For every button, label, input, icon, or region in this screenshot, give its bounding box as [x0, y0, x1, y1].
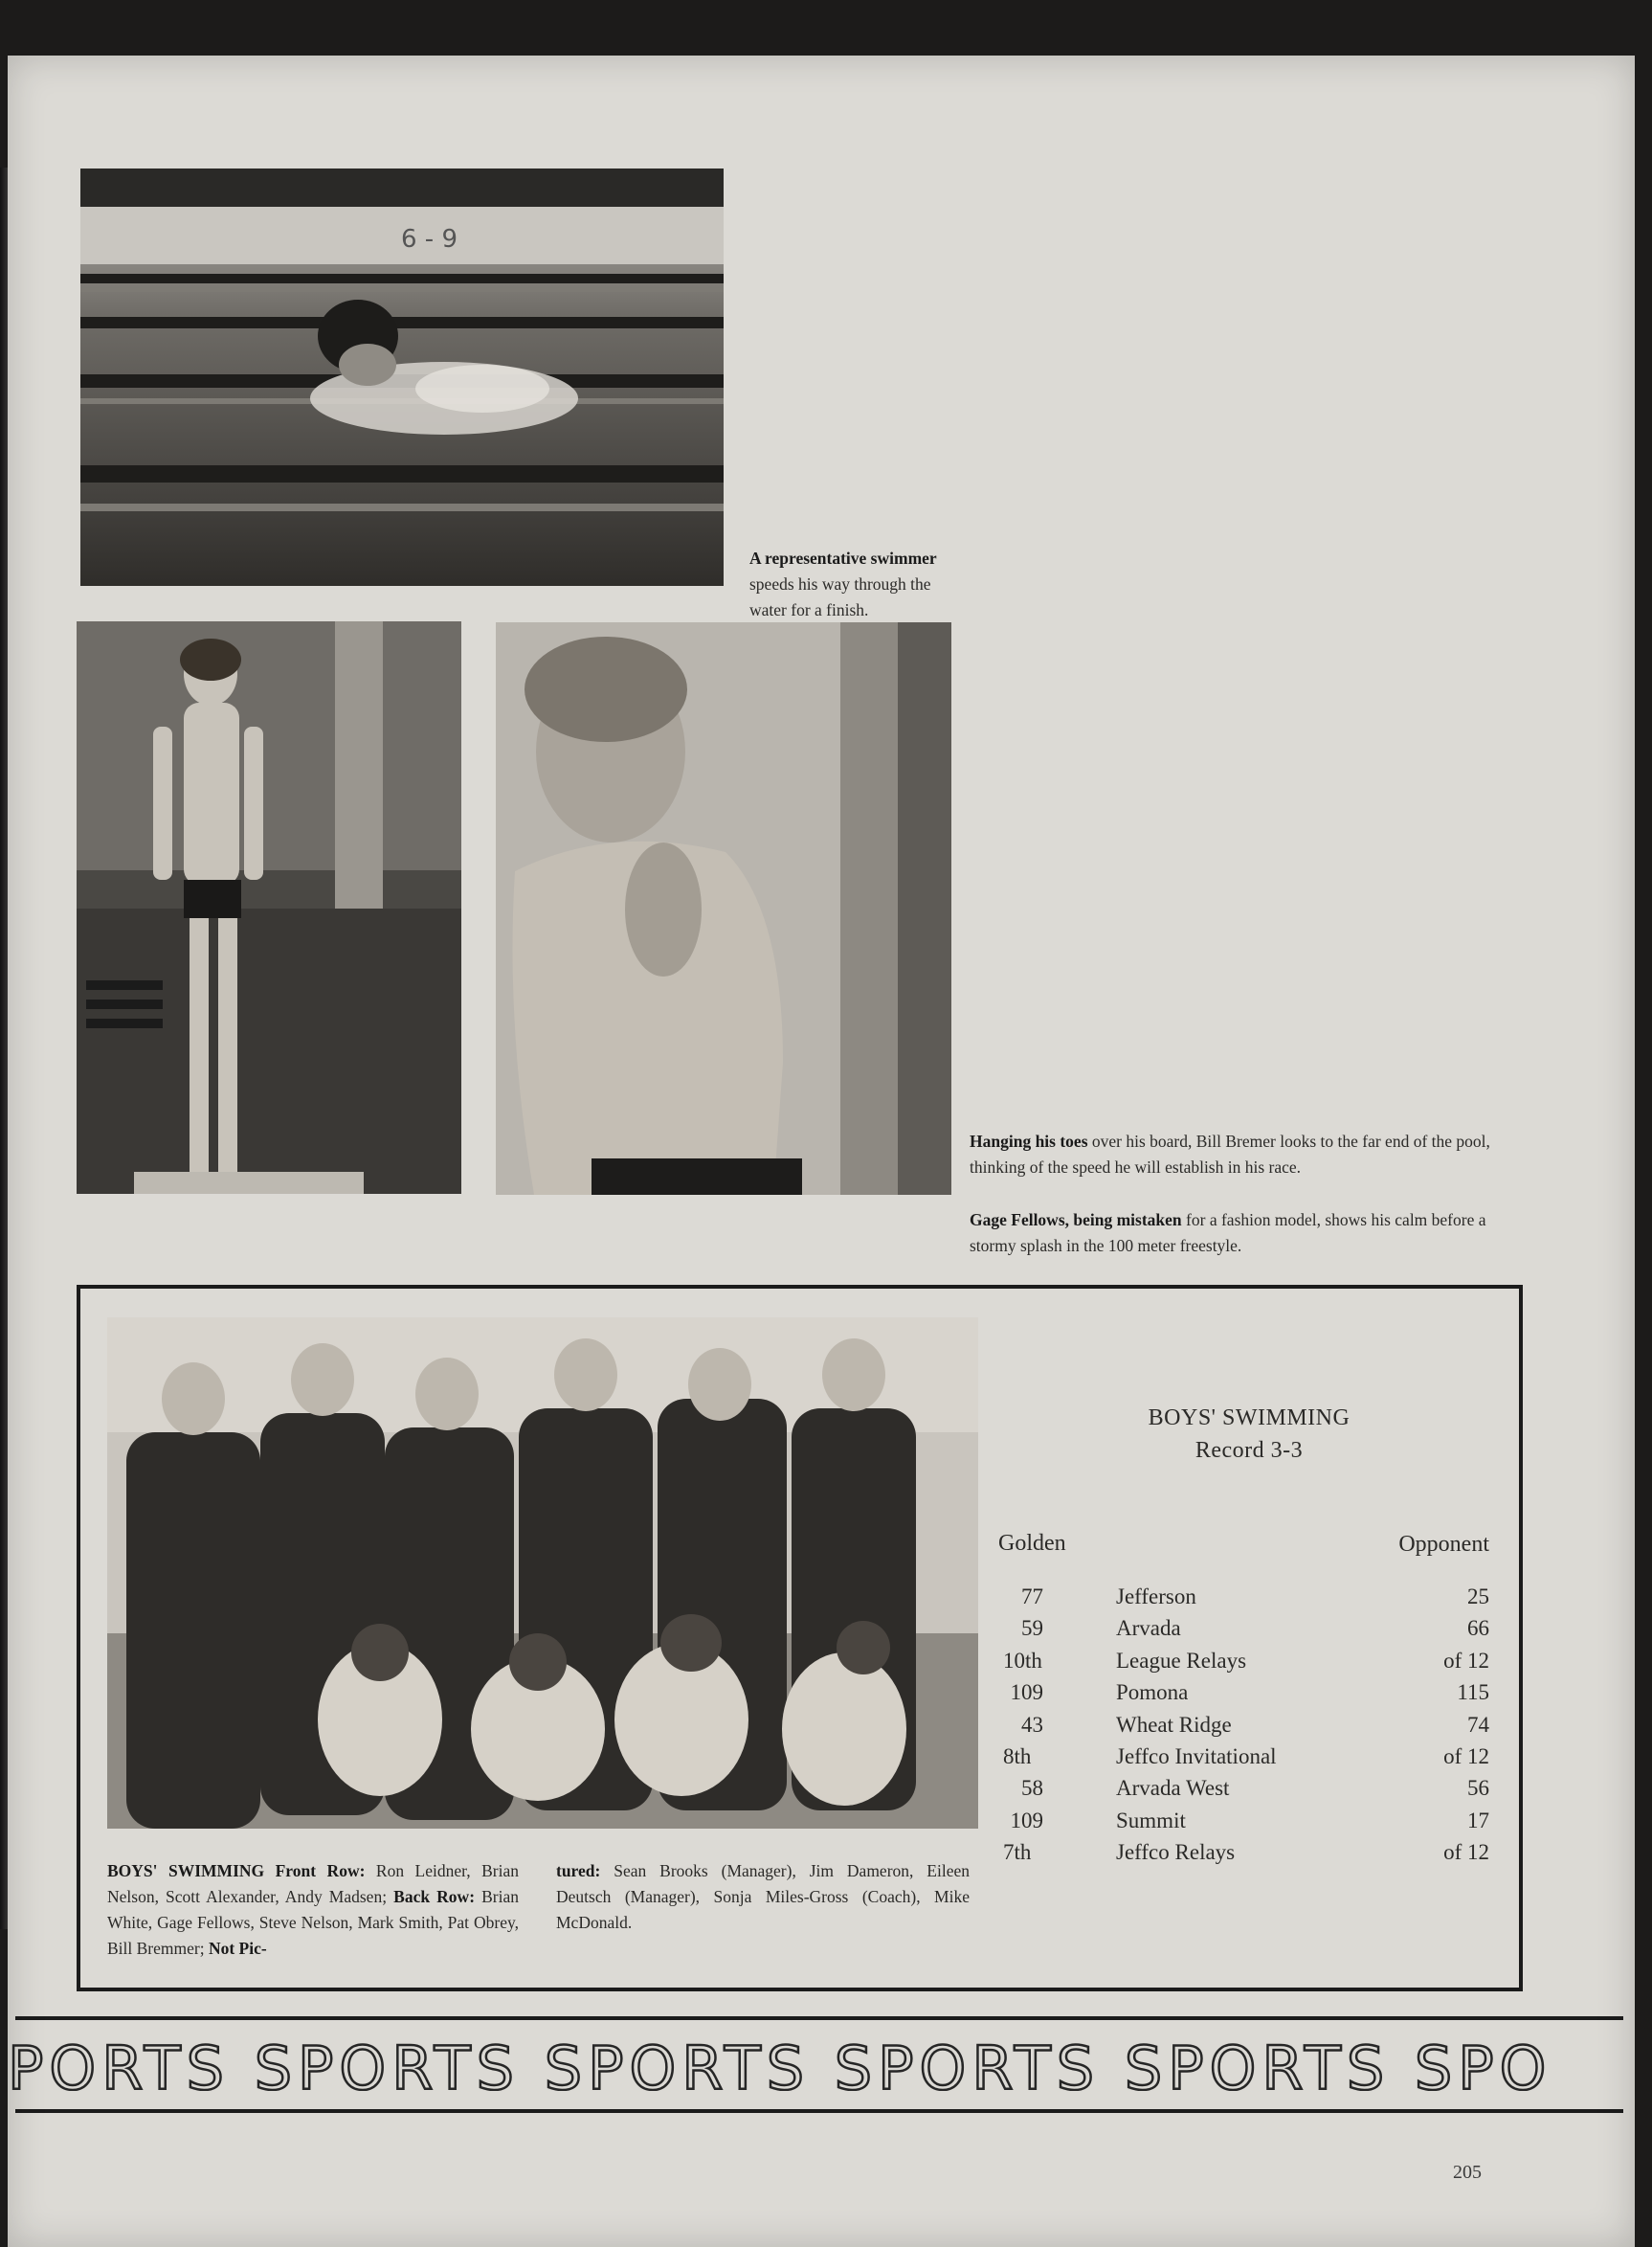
- yearbook-page: [8, 56, 1635, 2247]
- record-opponent-team: Wheat Ridge: [1116, 1712, 1232, 1737]
- record-opponent-team: Jefferson: [1116, 1584, 1196, 1608]
- record-opponent-score: 25: [1467, 1584, 1489, 1608]
- record-subtitle: Record 3-3: [1194, 1438, 1304, 1463]
- record-golden-score: 77: [1021, 1584, 1043, 1608]
- gage-fellows-portrait-photo: [496, 622, 951, 1195]
- record-opponent-score: 115: [1457, 1680, 1489, 1705]
- record-opponent-team: Arvada: [1116, 1616, 1181, 1641]
- swimmer-photo: [80, 169, 724, 586]
- record-opponent-score: 17: [1467, 1808, 1489, 1832]
- banner-bottom-rule: [15, 2109, 1623, 2113]
- record-opponent-score: of 12: [1443, 1744, 1489, 1768]
- record-opponent-team: Pomona: [1116, 1680, 1189, 1705]
- record-opponent-score: 56: [1467, 1776, 1489, 1801]
- record-opponent-score: of 12: [1443, 1648, 1489, 1673]
- record-row: [1003, 1616, 1489, 1649]
- record-opponent-header: Opponent: [1398, 1532, 1489, 1557]
- record-opponent-team: Jeffco Invitational: [1116, 1744, 1277, 1768]
- record-row: [1003, 1649, 1489, 1681]
- record-golden-score: 58: [1021, 1776, 1043, 1801]
- record-row: [1003, 1809, 1489, 1841]
- record-opponent-team: Jeffco Relays: [1116, 1840, 1236, 1865]
- record-opponent-team: League Relays: [1116, 1648, 1247, 1673]
- record-golden-score: 109: [1010, 1680, 1043, 1705]
- team-caption-col1: BOYS' SWIMMING Front Row: Ron Leidner, Brian Nelson, Scott Alexander, Andy Madsen; Back Row: Brian White, Gage Fellows, Steve Nelson, Mark Smith, Pat Obrey, Bill Bremmer; Not Pic-: [107, 1861, 520, 1958]
- record-golden-header: Golden: [998, 1531, 1066, 1556]
- team-caption-col2: tured: Sean Brooks (Manager), Jim Dameron, Eileen Deutsch (Manager), Sonja Miles-Gross (Coach), Mike McDonald.: [556, 1861, 970, 1932]
- record-golden-score: 7th: [1003, 1840, 1032, 1865]
- record-row: [1003, 1840, 1489, 1873]
- record-title: BOYS' SWIMMING: [1148, 1405, 1351, 1430]
- record-golden-score: 10th: [1003, 1648, 1042, 1673]
- record-opponent-team: Arvada West: [1116, 1776, 1230, 1801]
- record-golden-score: 43: [1021, 1712, 1043, 1737]
- record-opponent-score: 66: [1467, 1616, 1489, 1641]
- banner-top-rule: [15, 2016, 1623, 2020]
- record-row: [1003, 1713, 1489, 1745]
- record-opponent-score: of 12: [1443, 1840, 1489, 1865]
- record-golden-score: 59: [1021, 1616, 1043, 1641]
- record-row: [1003, 1776, 1489, 1809]
- record-row: [1003, 1744, 1489, 1777]
- record-row: [1003, 1584, 1489, 1617]
- swimmer-on-block-photo: [77, 621, 461, 1194]
- gage-caption: Gage Fellows, being mistaken for a fashion model, shows his calm before a stormy splash in the 100 meter freestyle.: [970, 1210, 1486, 1255]
- page-number: 205: [1453, 2162, 1482, 2183]
- svg-text:6 - 9: 6 - 9: [401, 225, 458, 254]
- record-row: [1003, 1680, 1489, 1713]
- record-golden-score: 109: [1010, 1808, 1043, 1832]
- record-golden-score: 8th: [1003, 1744, 1032, 1768]
- swimmer-caption: A representative swimmer speeds his way through the water for a finish.: [749, 549, 937, 619]
- record-opponent-team: Summit: [1116, 1808, 1186, 1832]
- hanging-caption: Hanging his toes over his board, Bill Bremer looks to the far end of the pool, thinking of the speed he will establish in his race.: [970, 1132, 1490, 1177]
- team-photo: [107, 1317, 978, 1829]
- sports-banner: PORTS SPORTS SPORTS SPORTS SPORTS SPO: [8, 2034, 1552, 2091]
- record-opponent-score: 74: [1467, 1712, 1489, 1737]
